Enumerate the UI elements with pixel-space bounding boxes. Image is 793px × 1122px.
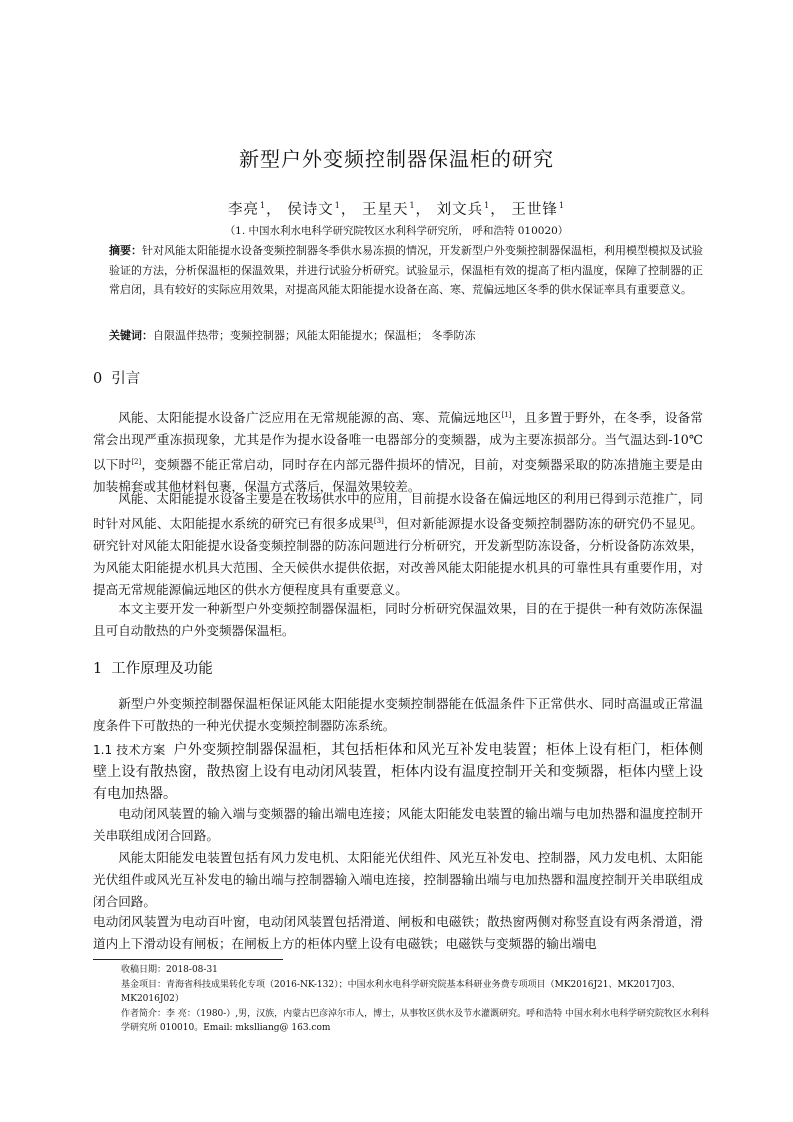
subsection-label: 1.1 技术方案 xyxy=(93,743,166,757)
abstract-text: 针对风能太阳能提水设备变频控制器冬季供水易冻损的情况，开发新型户外变频控制器保温柜，利用模型模拟及试验验证的方法，分析保温柜的保温效果，并进行试验分析研究。试验显示，保温柜有效的提高了柜内温度，保障了控制器的正常启闭，具有较好的实际应用效果，对提高风能太阳能提水设备在高、寒、荒偏远地区冬季的供水保证率具有重要意义。 xyxy=(109,244,703,296)
author-name: 刘文兵 xyxy=(436,202,484,218)
intro-paragraph xyxy=(93,404,703,498)
author-line xyxy=(0,198,793,219)
intro-paragraph xyxy=(93,488,703,601)
section-title: 工作原理及功能 xyxy=(111,661,213,677)
citation: [3] xyxy=(373,517,384,525)
footnote-rule xyxy=(93,959,283,960)
author-affil-mark: 1 xyxy=(484,201,491,210)
body-paragraph: 电动闭风装置为电动百叶窗，电动闭风装置包括滑道、闸板和电磁铁；散热窗两侧对称竖直设有两条滑道，滑道内上下滑动设有闸板；在闸板上方的柜体内壁上设有电磁铁；电磁铁与变频器的输出端电 xyxy=(93,914,703,951)
body-paragraph: 电动闭风装置的输入端与变频器的输出端电连接；风能太阳能发电装置的输出端与电加热器和温度控制开关串联组成闭合回路。 xyxy=(93,806,703,843)
section-number: 1 xyxy=(93,661,103,677)
text-run: ，但对新能源提水设备变频控制器防冻的研究仍不显见。研究针对风能太阳能提水设备变频控制器的防冻问题进行分析研究，开发新型防冻设备，分析设备防冻效果，为风能太阳能提水机具大范围、全天候供水提供依据，对改善风能太阳能提水机具的可靠性具有重要作用，对提高无常规能源偏远地区的供水方便程度具有重要意义。 xyxy=(93,516,704,597)
section-heading-principle xyxy=(93,657,213,678)
affiliation: （1. 中国水利水电科学研究院牧区水利科学研究所， 呼和浩特 010020） xyxy=(224,225,569,237)
author-name: 李亮 xyxy=(228,202,260,218)
author-name: 王世锋 xyxy=(511,202,558,218)
author-affil-mark: 1 xyxy=(558,201,565,210)
received-date: 收稿日期：2018-08-31 xyxy=(121,965,218,975)
author-separator: ， xyxy=(266,202,282,218)
paper-title: 新型户外变频控制器保温柜的研究 xyxy=(239,147,554,171)
funding-note: 基金项目：青海省科技成果转化专项（2016-NK-132）；中国水利水电科学研究院基本科研业务费专项项目（MK2016J21、MK2017J03、MK2016J02） xyxy=(121,979,681,1004)
author-separator: ， xyxy=(415,202,432,218)
section-heading-intro xyxy=(93,367,140,388)
keywords-label: 关键词： xyxy=(109,329,153,342)
citation: [1] xyxy=(501,411,512,419)
tech-scheme-text: 户外变频控制器保温柜，其包括柜体和风光互补发电装置；柜体上设有柜门，柜体侧壁上设有散热窗，散热窗上设有电动闭风装置，柜体内设有温度控制开关和变频器，柜体内壁上设有电加热器。 xyxy=(93,742,703,802)
author-name: 侯诗文 xyxy=(287,202,334,218)
author-name: 王星天 xyxy=(361,202,409,218)
body-paragraph: 新型户外变频控制器保温柜保证风能太阳能提水变频控制器能在低温条件下正常供水、同时高温或正常温度条件下可散热的一种光伏提水变频控制器防冻系统。 xyxy=(93,696,703,733)
body-paragraph: 风能太阳能发电装置包括有风力发电机、太阳能光伏组件、风光互补发电、控制器，风力发电机、太阳能光伏组件或风光互补发电的输出端与控制器输入端电连接，控制器输出端与电加热器和温度控制开关串联组成闭合回路。 xyxy=(93,850,703,909)
intro-paragraph: 本文主要开发一种新型户外变频控制器保温柜，同时分析研究保温效果，目的在于提供一种有效防冻保温且可自动散热的户外变频器保温柜。 xyxy=(93,601,703,638)
author-separator: ， xyxy=(490,202,506,218)
abstract xyxy=(109,241,703,300)
keywords xyxy=(109,326,703,345)
text-run: 风能、太阳能提水设备主要是在牧场供水中的应用，目前提水设备在偏远地区的利用已得到示范推广，同时针对风能、太阳能提水系统的研究已有很多成果 xyxy=(93,491,703,531)
section-title: 引言 xyxy=(111,371,141,387)
keywords-text: 自限温伴热带；变频控制器；风能太阳能提水；保温柜； 冬季防冻 xyxy=(153,329,476,342)
text-run: ，变频器不能正常启动，同时存在内部元器件损坏的情况，目前，对变频器采取的防冻措施主要是由加装棉套或其他材料包裹，保温方式落后，保温效果较差。 xyxy=(93,457,704,494)
author-bio: 作者简介：李 亮：（1980-）,男，汉族，内蒙古巴彦淖尔市人，博士，从事牧区供水及节水灌溉研究。呼和浩特 中国水利水电科学研究院牧区水利科学研究所 010010。Email: mkslliang@ 163.com xyxy=(121,1008,710,1033)
text-run: 风能、太阳能提水设备广泛应用在无常规能源的高、寒、荒偏远地区 xyxy=(118,410,502,425)
abstract-label: 摘要： xyxy=(109,244,142,257)
section-number: 0 xyxy=(93,371,103,387)
tech-scheme-paragraph xyxy=(93,739,703,805)
author-affil-mark: 1 xyxy=(409,201,416,210)
author-separator: ， xyxy=(340,202,357,218)
footnotes xyxy=(121,963,711,1036)
text-run: ，且多置于野外，在冬季，设备常常会出现严重冻损现象，尤其是作为提水设备唯一电器部分的变频器，成为主要冻损部分。当气温达到-10℃以下时 xyxy=(93,410,704,472)
author-affil-mark: 1 xyxy=(334,201,341,210)
author-affil-mark: 1 xyxy=(260,201,267,210)
citation: [2] xyxy=(131,458,142,466)
